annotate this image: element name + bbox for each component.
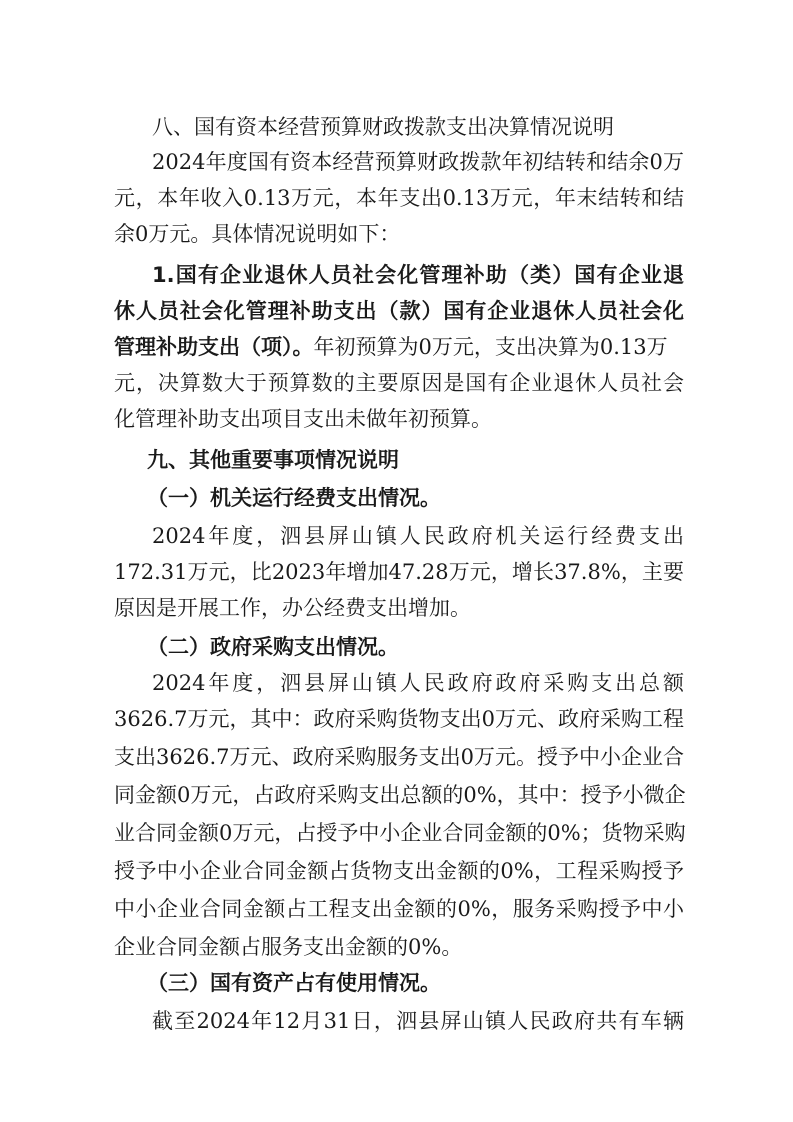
sub1-paragraph-line: 172.31万元，比2023年增加47.28万元，增长37.8%，主要	[114, 560, 684, 584]
sub1-heading: （一）机关运行经费支出情况。	[147, 486, 441, 510]
sub2-paragraph-line: 企业合同金额占服务支出金额的0%。	[114, 935, 463, 959]
sub1-paragraph-line: 2024年度，泗县屏山镇人民政府机关运行经费支出	[152, 524, 684, 548]
sub2-paragraph-line: 同金额0万元，占政府采购支出总额的0%，其中：授予小微企	[114, 783, 686, 807]
sec8-item1-heading: 1.国有企业退休人员社会化管理补助（类）国有企业退	[152, 263, 684, 287]
sec8-item1-heading-end: 管理补助支出（项）。	[114, 335, 314, 359]
sub2-paragraph-line: 业合同金额0万元，占授予中小企业合同金额的0%；货物采购	[114, 821, 686, 845]
sub1-paragraph-line: 原因是开展工作，办公经费支出增加。	[114, 596, 471, 620]
sub2-paragraph-line: 2024年度，泗县屏山镇人民政府政府采购支出总额	[152, 671, 684, 695]
sec8-item1-line: 元，决算数大于预算数的主要原因是国有企业退休人员社会	[114, 371, 684, 395]
sub2-paragraph-line: 中小企业合同金额占工程支出金额的0%，服务采购授予中小	[114, 897, 684, 921]
sec8-paragraph-line: 2024年度国有资本经营预算财政拨款年初结转和结余0万	[152, 150, 684, 174]
sub2-paragraph-line: 支出3626.7万元、政府采购服务支出0万元。授予中小企业合	[114, 745, 684, 769]
sec8-item1-heading: 休人员社会化管理补助支出（款）国有企业退休人员社会化	[114, 299, 684, 323]
sub3-paragraph-line: 截至2024年12月31日，泗县屏山镇人民政府共有车辆	[152, 1009, 684, 1033]
sec8-item1-line	[114, 333, 684, 361]
sub3-heading: （三）国有资产占有使用情况。	[147, 971, 441, 995]
sec8-item1-text: 年初预算为0万元，支出决算为0.13万	[313, 335, 668, 359]
sec8-paragraph-line: 元，本年收入0.13万元，本年支出0.13万元，年末结转和结	[114, 186, 684, 210]
section-8-heading: 八、国有资本经营预算财政拨款支出决算情况说明	[152, 115, 614, 139]
sub2-paragraph-line: 3626.7万元，其中：政府采购货物支出0万元、政府采购工程	[114, 707, 684, 731]
section-9-heading: 九、其他重要事项情况说明	[147, 448, 399, 472]
sub2-heading: （二）政府采购支出情况。	[147, 635, 399, 659]
sub2-paragraph-line: 授予中小企业合同金额占货物支出金额的0%，工程采购授予	[114, 859, 684, 883]
sec8-paragraph-line: 余0万元。具体情况说明如下：	[114, 222, 401, 246]
sec8-item1-line: 化管理补助支出项目支出未做年初预算。	[114, 407, 492, 431]
